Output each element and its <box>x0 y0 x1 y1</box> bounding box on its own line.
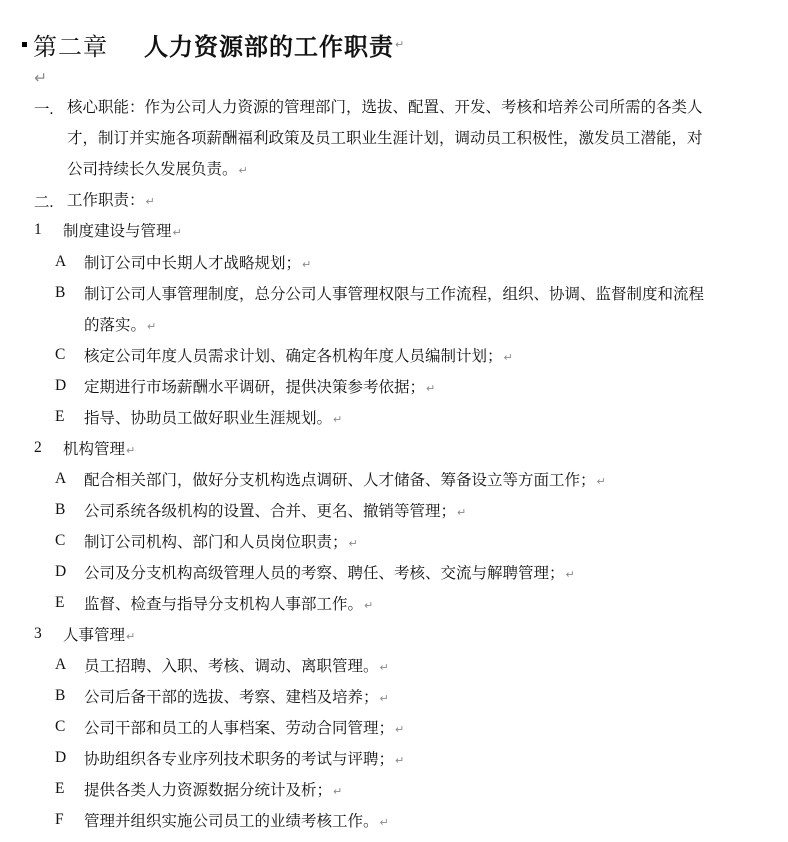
chapter-heading <box>22 24 404 64</box>
item-marker: B <box>55 687 66 704</box>
item-marker: D <box>55 749 67 766</box>
section-number: 二. <box>34 194 54 211</box>
list-item: 公司干部和员工的人事档案、劳动合同管理；↵ <box>84 719 405 737</box>
group-number: 3 <box>34 625 42 642</box>
list-item: 指导、协助员工做好职业生涯规划。↵ <box>84 409 343 427</box>
section-text: 公司持续长久发展负责。↵ <box>67 160 248 178</box>
list-item: 管理并组织实施公司员工的业绩考核工作。↵ <box>84 812 389 830</box>
item-marker: D <box>55 377 67 394</box>
group-title: 人事管理↵ <box>63 626 136 644</box>
item-marker: A <box>55 253 67 270</box>
list-item: 制订公司中长期人才战略规划；↵ <box>84 254 312 272</box>
list-item: 员工招聘、入职、考核、调动、离职管理。↵ <box>84 657 389 675</box>
list-item: 监督、检查与指导分支机构人事部工作。↵ <box>84 595 374 613</box>
group-title: 机构管理↵ <box>63 440 136 458</box>
group-number: 1 <box>34 221 42 238</box>
list-item: 协助组织各专业序列技术职务的考试与评聘；↵ <box>84 750 405 768</box>
paragraph-mark-icon: ↵ <box>145 195 155 208</box>
chapter-title: 人力资源部的工作职责 <box>144 31 394 61</box>
item-marker: B <box>55 501 66 518</box>
item-marker: C <box>55 718 66 735</box>
item-marker: C <box>55 532 66 549</box>
paragraph-mark-icon: ↵ <box>34 69 47 87</box>
list-item: 公司及分支机构高级管理人员的考察、聘任、考核、交流与解聘管理；↵ <box>84 564 575 582</box>
list-item: 配合相关部门，做好分支机构选点调研、人才储备、筹备设立等方面工作；↵ <box>84 471 606 489</box>
list-item: 制订公司人事管理制度，总分公司人事管理权限与工作流程，组织、协调、监督制度和流程 <box>84 285 705 303</box>
list-item: 定期进行市场薪酬水平调研，提供决策参考依据；↵ <box>84 378 436 396</box>
section-text: 才，制订并实施各项薪酬福利政策及员工职业生涯计划，调动员工积极性，激发员工潜能，对 <box>67 129 703 147</box>
heading-bullet-icon <box>22 42 27 47</box>
list-item: 公司系统各级机构的设置、合并、更名、撤销等管理；↵ <box>84 502 467 520</box>
paragraph-mark-icon: ↵ <box>238 164 248 177</box>
paragraph-mark-icon: ↵ <box>395 37 405 51</box>
list-item: 提供各类人力资源数据分统计及析；↵ <box>84 781 343 799</box>
section-number: 一. <box>34 101 54 118</box>
list-item: 制订公司机构、部门和人员岗位职责；↵ <box>84 533 358 551</box>
group-number: 2 <box>34 439 42 456</box>
item-marker: E <box>55 780 65 797</box>
item-marker: A <box>55 470 67 487</box>
chapter-label: 第二章 <box>33 32 108 61</box>
list-item: 公司后备干部的选拔、考察、建档及培养；↵ <box>84 688 389 706</box>
item-marker: F <box>55 811 64 828</box>
group-title: 制度建设与管理↵ <box>63 222 182 240</box>
item-marker: E <box>55 408 65 425</box>
section-text: 核心职能：作为公司人力资源的管理部门，选拔、配置、开发、考核和培养公司所需的各类人 <box>67 98 703 116</box>
item-marker: B <box>55 284 66 301</box>
item-marker: C <box>55 346 66 363</box>
item-marker: E <box>55 594 65 611</box>
list-item: 核定公司年度人员需求计划、确定各机构年度人员编制计划；↵ <box>84 347 513 365</box>
section-text: 工作职责：↵ <box>67 191 155 209</box>
list-item: 的落实。↵ <box>84 316 157 334</box>
item-marker: A <box>55 656 67 673</box>
item-marker: D <box>55 563 67 580</box>
